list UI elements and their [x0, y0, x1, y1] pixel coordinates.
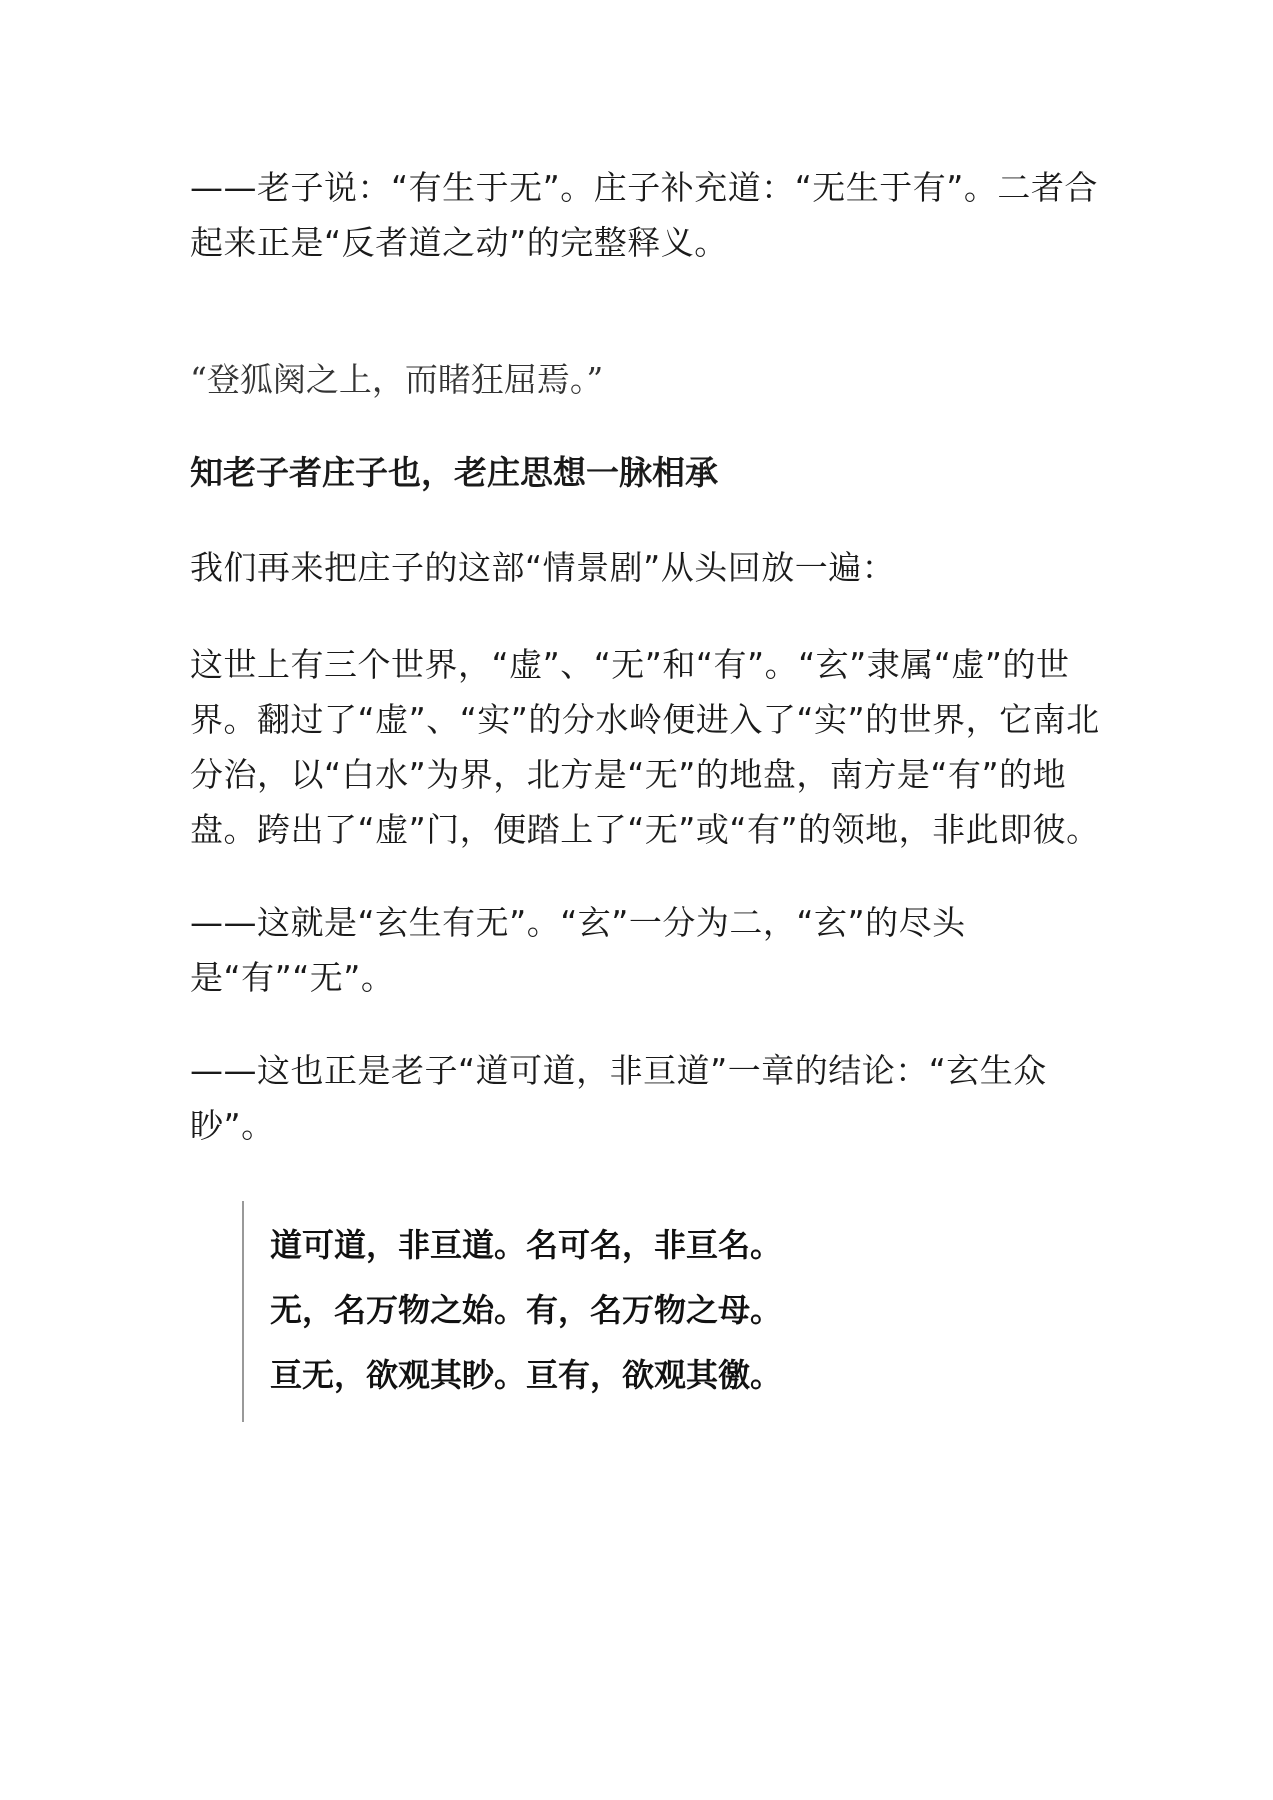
- paragraph-xuan-sheng-you-wu: ——这就是“玄生有无”。“玄”一分为二，“玄”的尽头是“有”“无”。: [190, 903, 966, 997]
- classical-quote: “登狐阕之上，而睹狂屈焉。”: [190, 360, 604, 399]
- paragraph-three-worlds: 这世上有三个世界，“虚”、“无”和“有”。“玄”隶属“虚”的世界。翻过了“虚”、“实”的分水岭便进入了“实”的世界，它南北分治，以“白水”为界，北方是“无”的地盘，南方是“有”的地盘。跨出了“虚”门，便踏上了“无”或“有”的领地，非此即彼。: [190, 645, 1100, 849]
- section-heading: 知老子者庄子也，老庄思想一脉相承: [190, 453, 718, 492]
- daodejing-blockquote: [242, 1201, 1120, 1422]
- blockquote-line: 亘无，欲观其眇。亘有，欲观其徼。: [270, 1356, 783, 1394]
- blockquote-line: 道可道，非亘道。名可名，非亘名。: [270, 1226, 783, 1264]
- paragraph-laozi-zhuangzi: ——老子说：“有生于无”。庄子补充道：“无生于有”。二者合起来正是“反者道之动”的完整释义。: [190, 168, 1098, 262]
- document-body: [190, 160, 1120, 1422]
- paragraph-dao-ke-dao: ——这也正是老子“道可道，非亘道”一章的结论：“玄生众眇”。: [190, 1051, 1047, 1145]
- blockquote-line: 无，名万物之始。有，名万物之母。: [270, 1291, 783, 1329]
- paragraph-intro: 我们再来把庄子的这部“情景剧”从头回放一遍：: [190, 548, 896, 587]
